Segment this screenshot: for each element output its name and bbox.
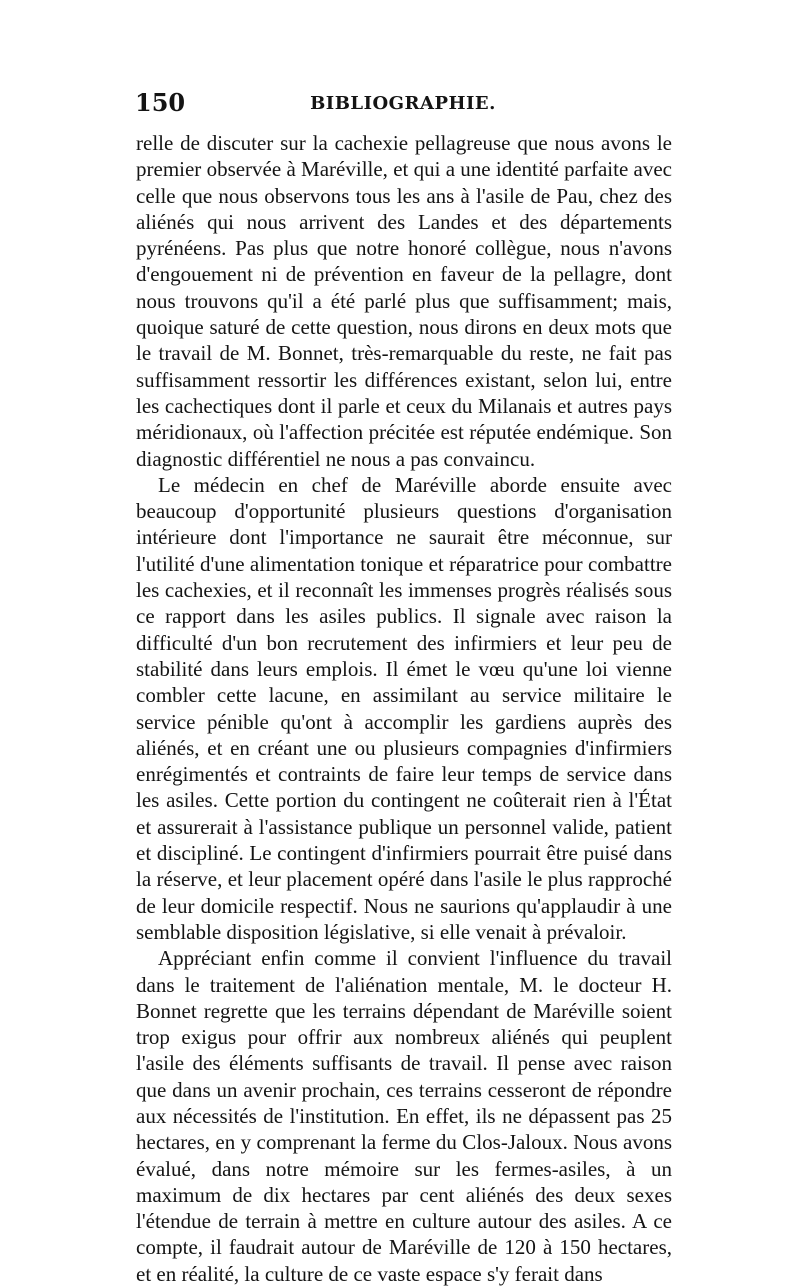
page-header [135,88,671,124]
paragraph-continued: relle de discuter sur la cachexie pellagreuse que nous avons le premier observée à Maréville, et qui a une identité parfaite avec celle que nous observons tous les ans à l'asile de Pau, chez des aliénés qui nous arrivent des Landes et des départements pyrénéens. Pas plus que notre honoré collègue, nous n'avons d'engouement ni de prévention en faveur de la pellagre, dont nous trouvons qu'il a été parlé plus que suffisamment; mais, quoique saturé de cette question, nous dirons en deux mots que le travail de M. Bonnet, très-remarquable du reste, ne fait pas suffisamment ressortir les différences existant, selon lui, entre les cachectiques dont il parle et ceux du Milanais et autres pays méridionaux, où l'affection précitée est réputée endémique. Son diagnostic différentiel ne nous a pas convaincu. [136,131,672,471]
paragraph: Le médecin en chef de Maréville aborde ensuite avec beaucoup d'opportunité plusieurs questions d'organisation intérieure dont l'importance ne saurait être méconnue, sur l'utilité d'une alimentation tonique et réparatrice pour combattre les cachexies, et il reconnaît les immenses progrès réalisés sous ce rapport dans les asiles publics. Il signale avec raison la difficulté d'un bon recrutement des infirmiers et leur peu de stabilité dans leurs emplois. Il émet le vœu qu'une loi vienne combler cette lacune, en assimilant au service militaire le service pénible qu'ont à accomplir les gardiens auprès des aliénés, et en créant une ou plusieurs compagnies d'infirmiers enrégimentés et contraints de faire leur temps de service dans les asiles. Cette portion du contingent ne coûterait rien à l'État et assurerait à l'assistance publique un personnel valide, patient et discipliné. Le contingent d'infirmiers pourrait être puisé dans la réserve, et leur placement opéré dans l'asile le plus rapproché de leur domicile respectif. Nous ne saurions qu'applaudir à une semblable disposition législative, si elle venait à prévaloir. [136,472,672,944]
paragraph: Appréciant enfin comme il convient l'influence du travail dans le traitement de l'aliénation mentale, M. le docteur H. Bonnet regrette que les terrains dépendant de Maréville soient trop exigus pour offrir aux nombreux aliénés qui peuplent l'asile des éléments suffisants de travail. Il pense avec raison que dans un avenir prochain, ces terrains cesseront de répondre aux nécessités de l'institution. En effet, ils ne dépassent pas 25 hectares, en y comprenant la ferme du Clos-Jaloux. Nous avons évalué, dans notre mémoire sur les fermes-asiles, à un maximum de dix hectares par cent aliénés des deux sexes l'étendue de terrain à mettre en culture autour des asiles. A ce compte, il faudrait autour de Maréville de 120 à 150 hectares, et en réalité, la culture de ce vaste espace s'y ferait dans [136,946,672,1286]
page-number: 150 [135,88,186,117]
body-text [136,130,672,1287]
running-head: BIBLIOGRAPHIE. [310,93,496,114]
